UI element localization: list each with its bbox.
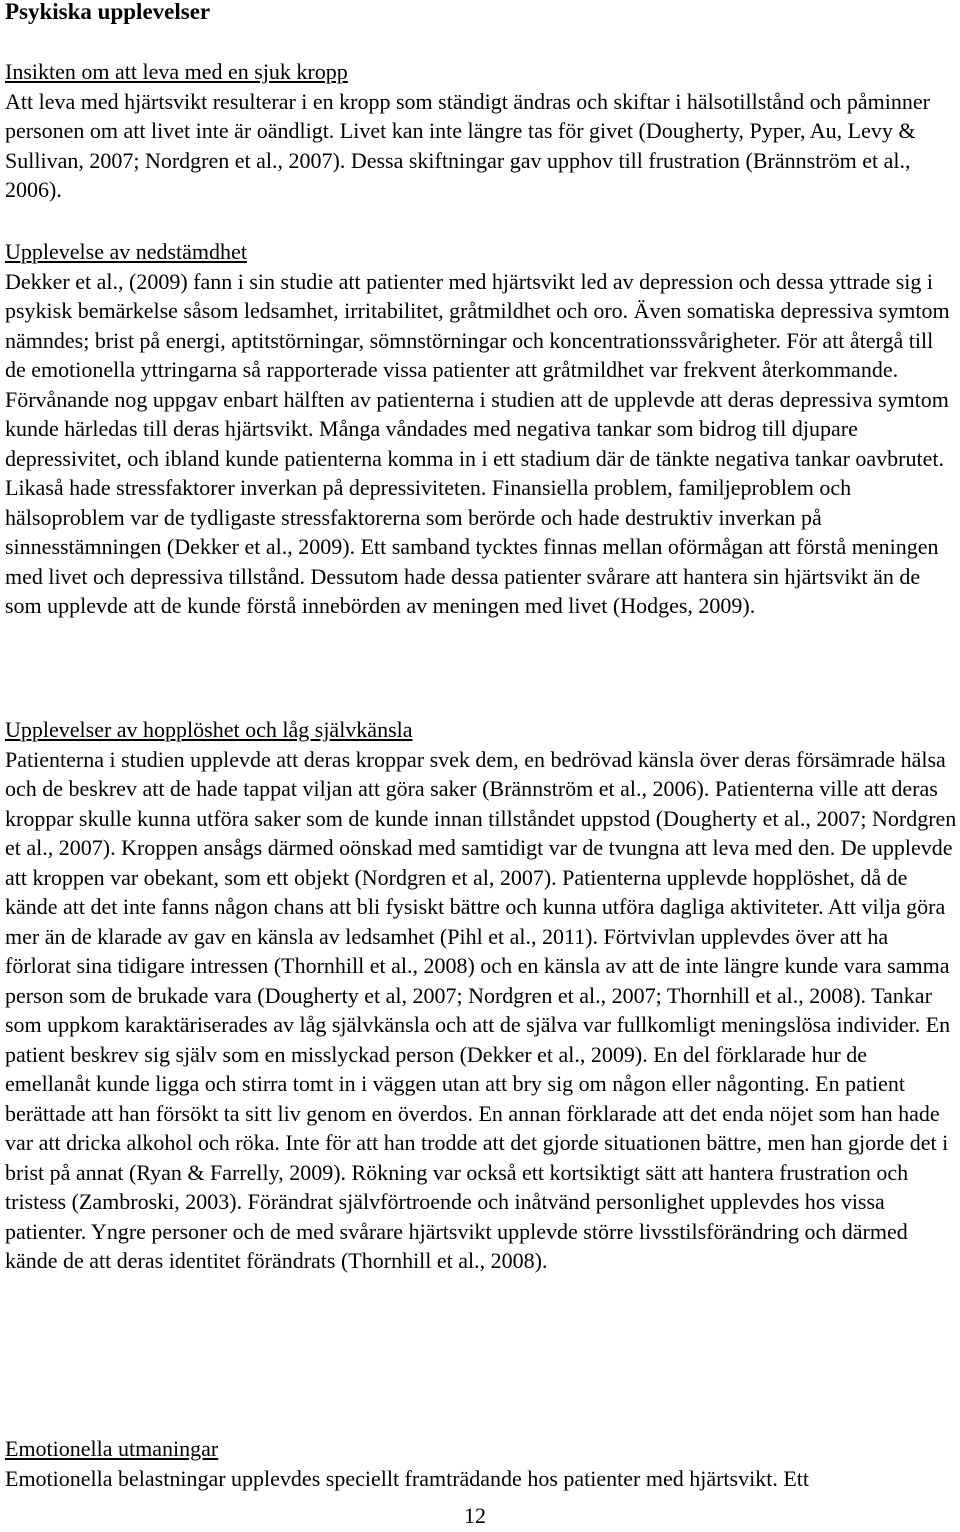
section-paragraph: Emotionella belastningar upplevdes speciellt framträdande hos patienter med hjärtsvikt. Ett xyxy=(5,1465,809,1491)
page-number: 12 xyxy=(464,1503,486,1528)
document-title: Psykiska upplevelser xyxy=(5,0,211,24)
section-emotionella-utmaningar xyxy=(5,1434,958,1493)
section-nedstamdhet xyxy=(5,237,958,621)
section-heading: Upplevelse av nedstämdhet xyxy=(5,239,247,264)
document-page xyxy=(5,0,958,1491)
section-paragraph: Att leva med hjärtsvikt resulterar i en kropp som ständigt ändras och skiftar i hälsotillstånd och påminner personen om att livet inte är oändligt. Livet kan inte längre tas för givet (Dougherty, Pyper, Au, Levy & Sullivan, 2007; Nordgren et al., 2007). Dessa skiftningar gav upphov till frustration (Brännström et al., 2006). xyxy=(5,88,930,202)
section-paragraph: Patienterna i studien upplevde att deras kroppar svek dem, en bedrövad känsla över deras försämrade hälsa och de beskrev att de hade tappat viljan att göra saker (Brännström et al., 2006). Patienterna ville att deras kroppar skulle kunna utföra saker som de kunde innan tillståndet uppstod (Dougherty et al., 2007; Nordgren et al., 2007). Kroppen ansågs därmed oönskad med samtidigt var de tvungna att leva med den. De upplevde att kroppen var obekant, som ett objekt (Nordgren et al, 2007). Patienterna upplevde hopplöshet, då de kände att det inte fanns någon chans att bli fysiskt bättre och kunna utföra dagliga aktiviteter. Att vilja göra mer än de klarade av gav en känsla av ledsamhet (Pihl et al., 2011). Förtvivlan upplevdes över att ha förlorat sina tidigare intressen (Thornhill et al., 2008) och en känsla av att de inte längre kunde vara samma person som de brukade vara (Dougherty et al, 2007; Nordgren et al., 2007; Thornhill et al., 2008). Tankar som uppkom karaktäriserades av låg självkänsla och att de själva var fullkomligt meningslösa individer. En patient beskrev sig själv som en misslyckad person (Dekker et al., 2009). En del förklarade hur de emellanåt kunde ligga och stirra tomt in i väggen utan att bry sig om någon eller någonting. En patient berättade att han försökt ta sitt liv genom en överdos. En annan förklarade att det enda nöjet som han hade var att dricka alkohol och röka. Inte för att han trodde att det gjorde situationen bättre, men han gjorde det i brist på annat (Ryan & Farrelly, 2009). Rökning var också ett kortsiktigt sätt att hantera frustration och tristess (Zambroski, 2003). Förändrat självförtroende och inåtvänd personlighet upplevdes hos vissa patienter. Yngre personer och de med svårare hjärtsvikt upplevde större livsstilsförändring och därmed kände de att deras identitet förändrats (Thornhill et al., 2008). xyxy=(5,746,957,1273)
section-paragraph: Dekker et al., (2009) fann i sin studie att patienter med hjärtsvikt led av depression och dessa yttrade sig i psykisk bemärkelse såsom ledsamhet, irritabilitet, gråtmildhet och oro. Även somatiska depressiva symtom nämndes; brist på energi, aptitstörningar, sömnstörningar och koncentrationssvårigheter. För att återgå till de emotionella yttringarna så rapporterade vissa patienter att gråtmildhet var frekvent återkommande. Förvånande nog uppgav enbart hälften av patienterna i studien att de upplevde att deras depressiva symtom kunde härledas till deras hjärtsvikt. Många våndades med negativa tankar som bidrog till djupare depressivitet, och ibland kunde patienterna komma in i ett stadium där de tänkte negativa tankar oavbrutet. Likaså hade stressfaktorer inverkan på depressiviteten. Finansiella problem, familjeproblem och hälsoproblem var de tydligaste stressfaktorerna som berörde och hade destruktiv inverkan på sinnesstämningen (Dekker et al., 2009). Ett samband tycktes finnas mellan oförmågan att förstå meningen med livet och depressiva tillstånd. Dessutom hade dessa patienter svårare att hantera sin hjärtsvikt än de som upplevde att de kunde förstå innebörden av meningen med livet (Hodges, 2009). xyxy=(5,268,950,618)
section-sjuk-kropp xyxy=(5,57,958,205)
section-heading: Upplevelser av hopplöshet och låg självkänsla xyxy=(5,717,413,742)
section-heading: Emotionella utmaningar xyxy=(5,1436,219,1461)
section-hopploshet xyxy=(5,715,958,1276)
section-heading: Insikten om att leva med en sjuk kropp xyxy=(5,59,348,84)
